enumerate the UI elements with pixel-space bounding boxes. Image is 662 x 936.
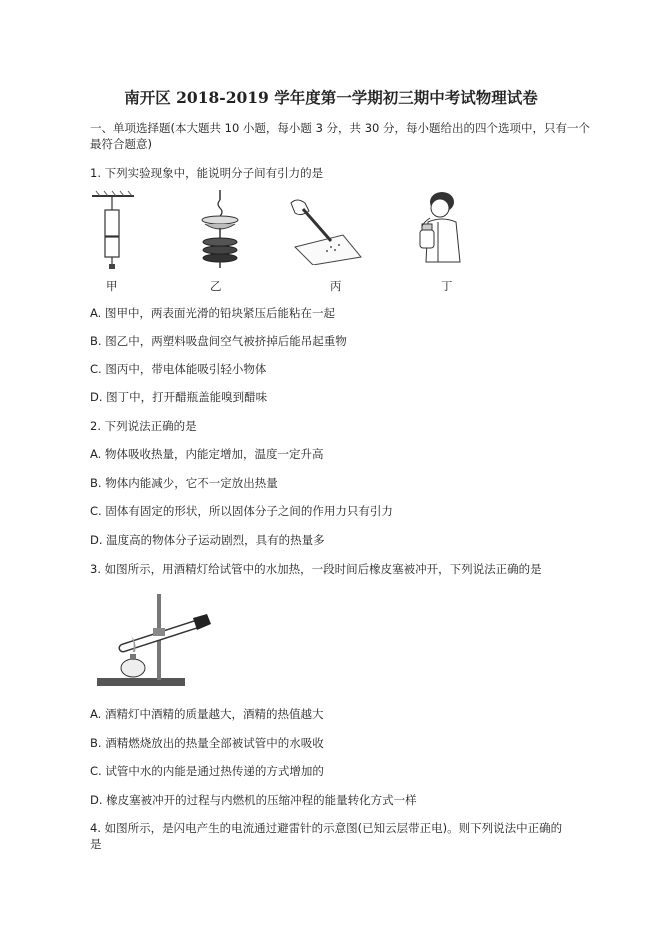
- question-2-option-b: B. 物体内能减少，它不一定放出热量: [90, 476, 278, 490]
- question-3-option-d: D. 橡皮塞被冲开的过程与内燃机的压缩冲程的能量转化方式一样: [90, 793, 417, 807]
- question-2-option-c: C. 固体有固定的形状，所以固体分子之间的作用力只有引力: [90, 504, 393, 518]
- question-3-option-b: B. 酒精燃烧放出的热量全部被试管中的水吸收: [90, 736, 324, 750]
- figure-bing: [285, 195, 365, 265]
- figure-yi: [195, 188, 245, 270]
- question-4-stem-line2: 是: [90, 837, 102, 851]
- question-1-option-b: B. 图乙中，两塑料吸盘间空气被挤掉后能吊起重物: [90, 334, 347, 348]
- section-heading-line1: 一、单项选择题(本大题共 10 小题，每小题 3 分，共 30 分，每小题给出的四个选项中，只有一个: [90, 121, 590, 135]
- exam-title: 南开区 2018-2019 学年度第一学期初三期中考试物理试卷: [124, 88, 538, 107]
- question-2-option-d: D. 温度高的物体分子运动剧烈，具有的热量多: [90, 533, 325, 547]
- question-1-option-a: A. 图甲中，两表面光滑的铅块紧压后能粘在一起: [90, 306, 335, 320]
- question-2-stem: 2. 下列说法正确的是: [90, 419, 197, 433]
- figure-caption-jia: 甲: [106, 279, 118, 293]
- figure-ding: [408, 188, 468, 268]
- question-3-stem: 3. 如图所示，用酒精灯给试管中的水加热，一段时间后橡皮塞被冲开，下列说法正确的是: [90, 562, 542, 576]
- figure-jia: [88, 190, 138, 270]
- section-heading-line2: 最符合题意): [90, 137, 152, 151]
- question-3-option-c: C. 试管中水的内能是通过热传递的方式增加的: [90, 764, 324, 778]
- figure-caption-ding: 丁: [441, 279, 453, 293]
- figure-caption-yi: 乙: [210, 279, 222, 293]
- question-3-option-a: A. 酒精灯中酒精的质量越大，酒精的热值越大: [90, 707, 324, 721]
- question-1-option-d: D. 图丁中，打开醋瓶盖能嗅到醋味: [90, 390, 268, 404]
- figure-alcohol-lamp-apparatus: [95, 590, 225, 690]
- question-1-stem: 1. 下列实验现象中，能说明分子间有引力的是: [90, 166, 324, 180]
- figure-caption-bing: 丙: [330, 279, 342, 293]
- question-4-stem-line1: 4. 如图所示，是闪电产生的电流通过避雷针的示意图(已知云层带正电)。则下列说法中正确的: [90, 821, 563, 835]
- question-1-option-c: C. 图丙中，带电体能吸引轻小物体: [90, 362, 267, 376]
- question-2-option-a: A. 物体吸收热量，内能定增加，温度一定升高: [90, 447, 324, 461]
